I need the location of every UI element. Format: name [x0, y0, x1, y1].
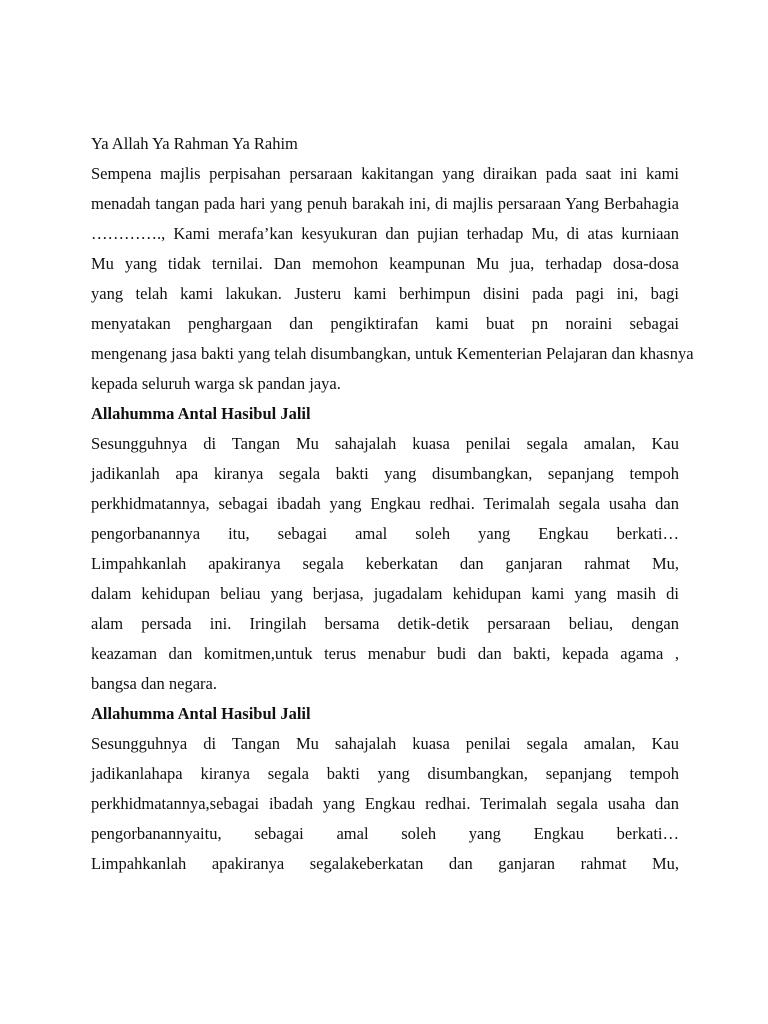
section-heading: Allahumma Antal Hasibul Jalil: [91, 404, 311, 423]
doc-line: perkhidmatannya, sebagai ibadah yang Engkau redhai. Terimalah segala usaha dan: [91, 494, 679, 513]
doc-line: pengorbanannyaitu, sebagai amal soleh yang Engkau berkati…: [91, 824, 679, 843]
doc-line: menadah tangan pada hari yang penuh barakah ini, di majlis persaraan Yang Berbahagia: [91, 194, 679, 213]
doc-line: perkhidmatannya,sebagai ibadah yang Engkau redhai. Terimalah segala usaha dan: [91, 794, 679, 813]
doc-line: Limpahkanlah apakiranya segala keberkatan dan ganjaran rahmat Mu,: [91, 554, 679, 573]
doc-line: mengenang jasa bakti yang telah disumbangkan, untuk Kementerian Pelajaran dan khasnya: [91, 344, 694, 363]
doc-line: Mu yang tidak ternilai. Dan memohon keampunan Mu jua, terhadap dosa-dosa: [91, 254, 679, 273]
doc-line: dalam kehidupan beliau yang berjasa, jugadalam kehidupan kami yang masih di: [91, 584, 679, 603]
doc-line: bangsa dan negara.: [91, 674, 217, 693]
doc-line: …………., Kami merafa’kan kesyukuran dan pujian terhadap Mu, di atas kurniaan: [91, 224, 679, 243]
doc-line: Sesungguhnya di Tangan Mu sahajalah kuasa penilai segala amalan, Kau: [91, 734, 679, 753]
doc-line: keazaman dan komitmen,untuk terus menabur budi dan bakti, kepada agama ,: [91, 644, 679, 663]
doc-line: jadikanlahapa kiranya segala bakti yang disumbangkan, sepanjang tempoh: [91, 764, 679, 783]
doc-line: pengorbanannya itu, sebagai amal soleh yang Engkau berkati…: [91, 524, 679, 543]
doc-line: Limpahkanlah apakiranya segalakeberkatan dan ganjaran rahmat Mu,: [91, 854, 679, 873]
doc-line: Sempena majlis perpisahan persaraan kakitangan yang diraikan pada saat ini kami: [91, 164, 679, 183]
section-heading: Allahumma Antal Hasibul Jalil: [91, 704, 311, 723]
doc-line: yang telah kami lakukan. Justeru kami berhimpun disini pada pagi ini, bagi: [91, 284, 679, 303]
doc-line: Sesungguhnya di Tangan Mu sahajalah kuasa penilai segala amalan, Kau: [91, 434, 679, 453]
doc-line: menyatakan penghargaan dan pengiktirafan kami buat pn noraini sebagai: [91, 314, 679, 333]
doc-line: jadikanlah apa kiranya segala bakti yang disumbangkan, sepanjang tempoh: [91, 464, 679, 483]
doc-line: kepada seluruh warga sk pandan jaya.: [91, 374, 341, 393]
doc-heading: Ya Allah Ya Rahman Ya Rahim: [91, 134, 298, 153]
doc-line: alam persada ini. Iringilah bersama detik-detik persaraan beliau, dengan: [91, 614, 679, 633]
